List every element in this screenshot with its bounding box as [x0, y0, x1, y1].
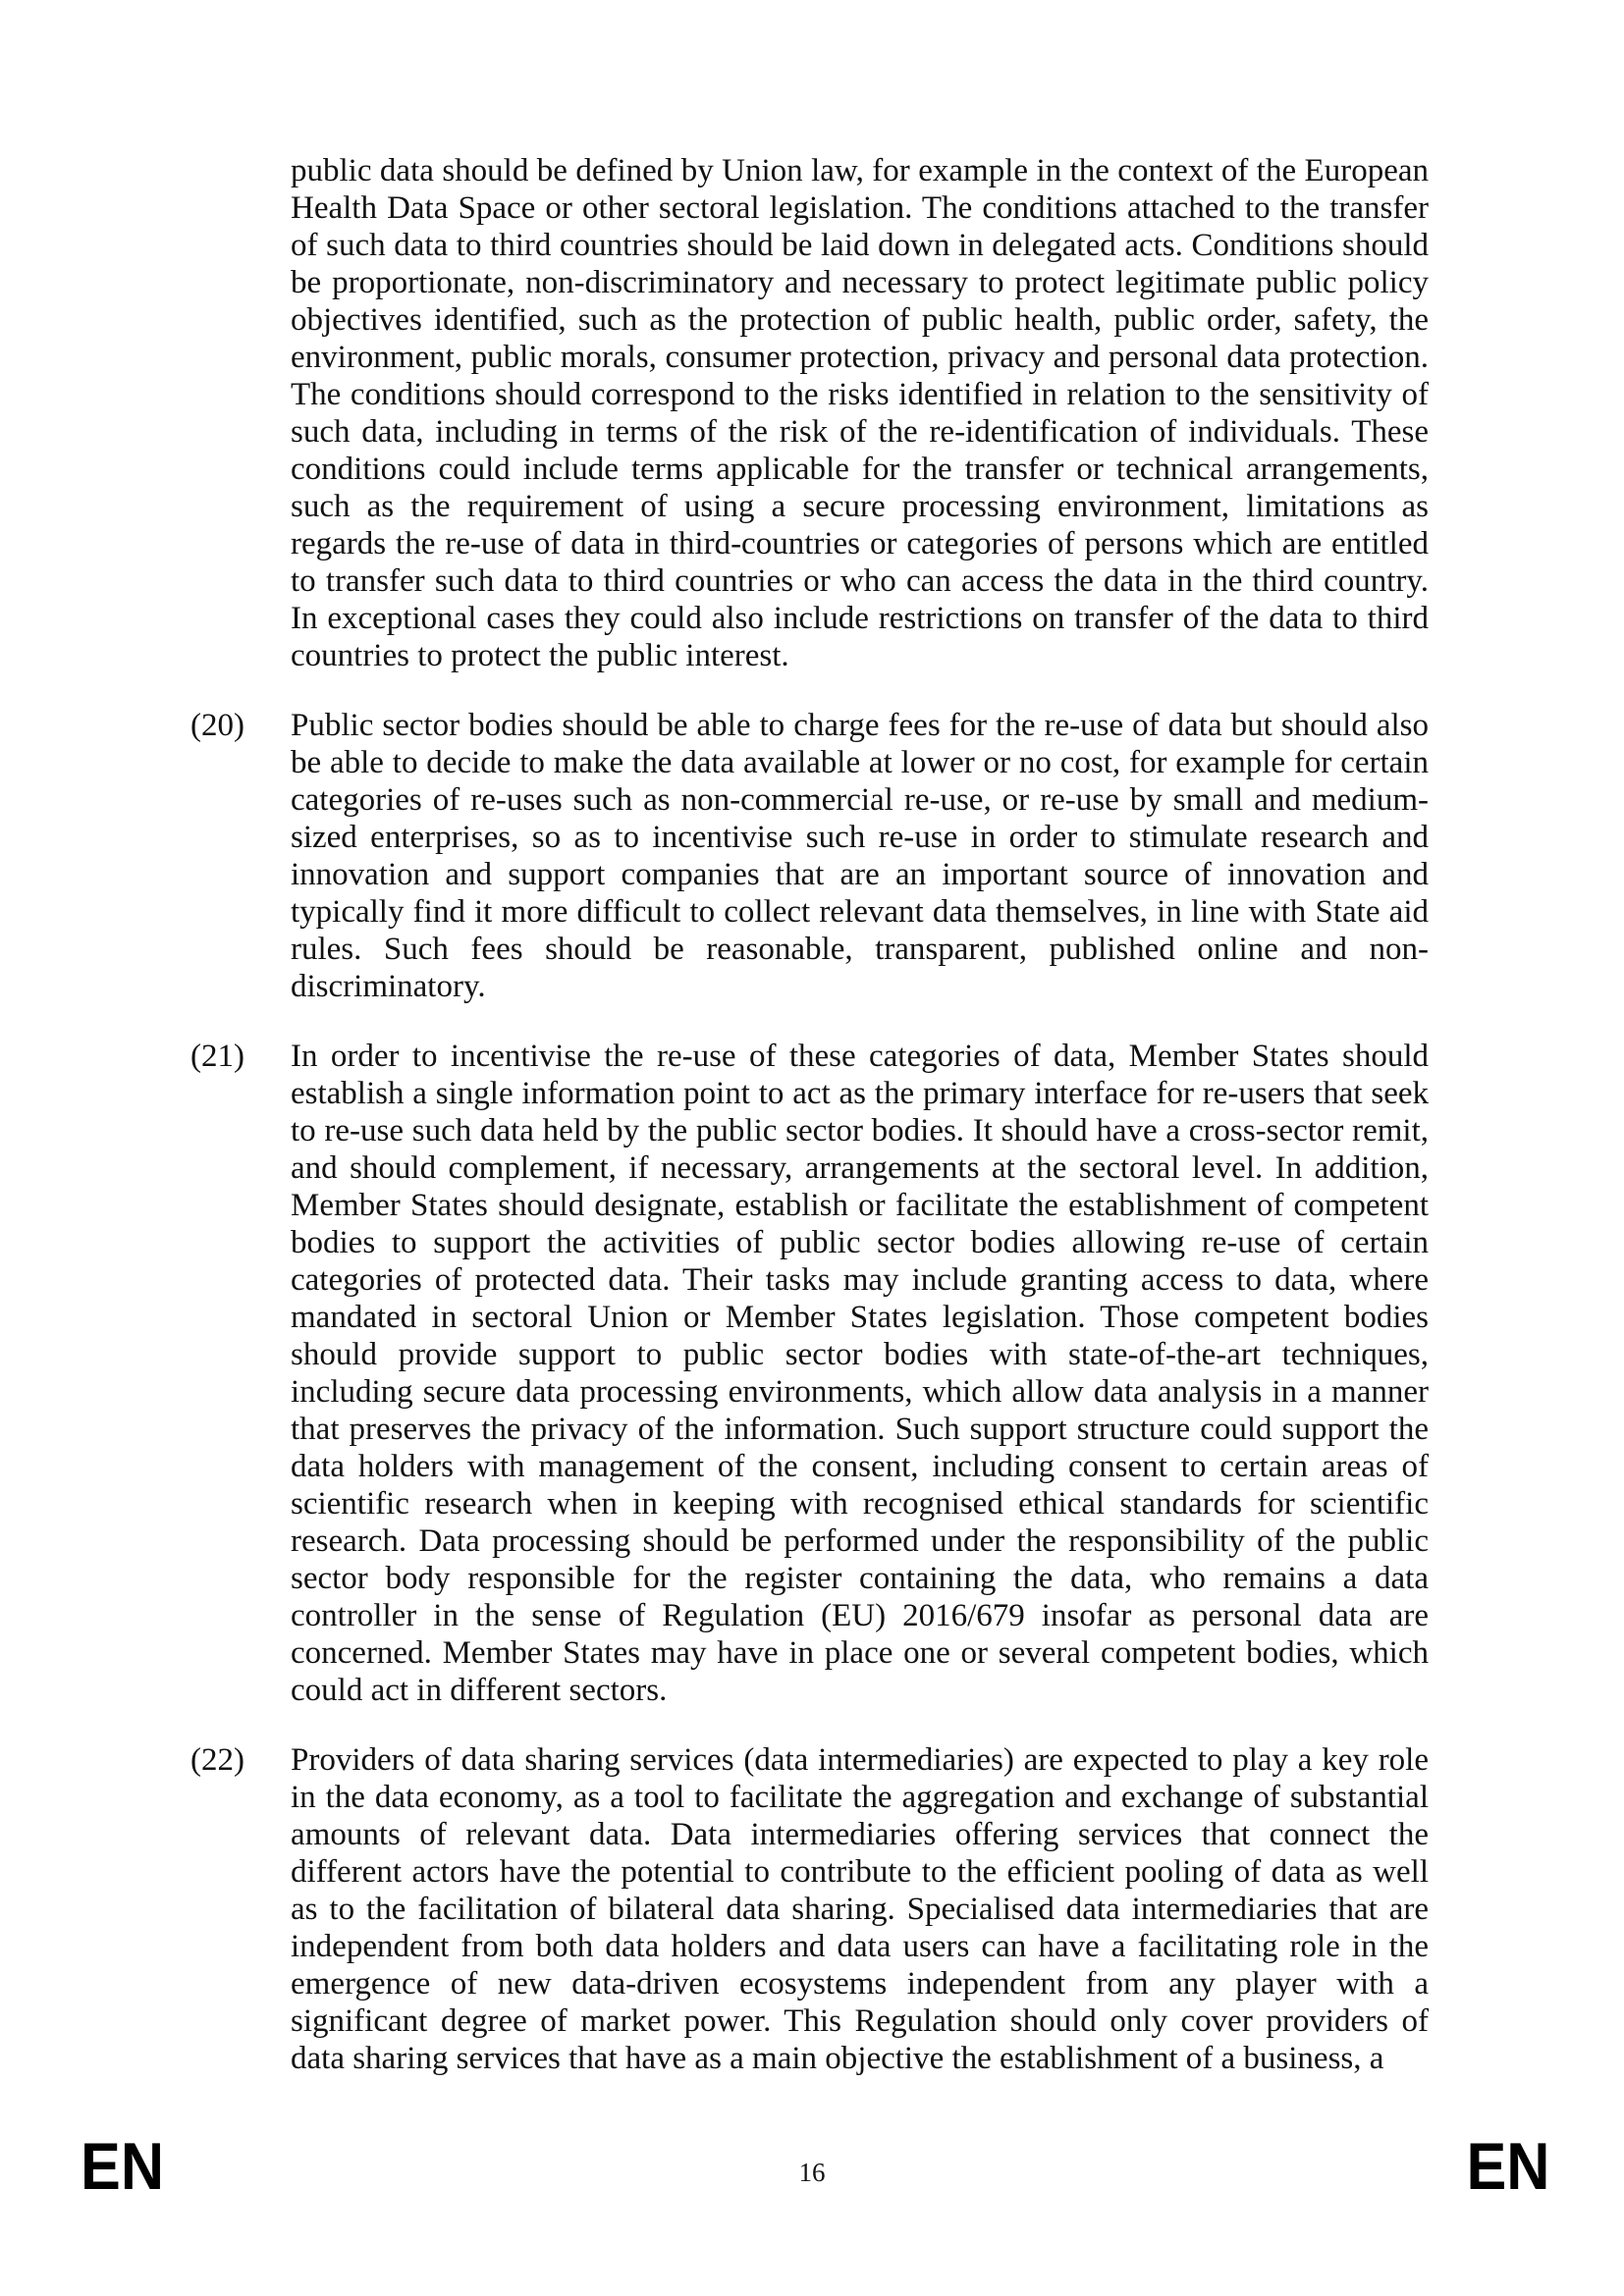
language-code-right: EN: [1465, 2129, 1549, 2204]
recital-text: Providers of data sharing services (data intermediaries) are expected to play a key role in the data economy, as a tool to facilitate the aggregation and exchange of substantial amounts of relevant data. Data intermediaries offering services that connect the different actors have the potential to contribute to the efficient pooling of data as well as to the facilitation of bilateral data sharing. Specialised data intermediaries that are independent from both data holders and data users can have a facilitating role in the emergence of new data-driven ecosystems independent from any player with a significant degree of market power. This Regulation should only cover providers of data sharing services that have as a main objective the establishment of a business, a: [291, 1742, 1429, 2076]
recital-number: (21): [190, 1039, 244, 1074]
recital-number: (22): [190, 1742, 244, 1778]
page-number: 16: [798, 2158, 826, 2187]
recital-paragraph: [190, 1038, 1429, 1709]
recital-text: public data should be defined by Union law, for example in the context of the European Health Data Space or other sectoral legislation. The conditions attached to the transfer of such data to third countries should be laid down in delegated acts. Conditions should be proportionate, non-discriminatory and necessary to protect legitimate public policy objectives identified, such as the protection of public health, public order, safety, the environment, public morals, consumer protection, privacy and personal data protection. The conditions should correspond to the risks identified in relation to the sensitivity of such data, including in terms of the risk of the re-identification of individuals. These conditions could include terms applicable for the transfer or technical arrangements, such as the requirement of using a secure processing environment, limitations as regards the re-use of data in third-countries or categories of persons which are entitled to transfer such data to third countries or who can access the data in the third country. In exceptional cases they could also include restrictions on transfer of the data to third countries to protect the public interest.: [291, 153, 1429, 673]
document-body: [190, 152, 1429, 2109]
recital-text: Public sector bodies should be able to charge fees for the re-use of data but should also be able to decide to make the data available at lower or no cost, for example for certain categories of re-uses such as non-commercial re-use, or re-use by small and medium-sized enterprises, so as to incentivise such re-use in order to stimulate research and innovation and support companies that are an important source of innovation and typically find it more difficult to collect relevant data themselves, in line with State aid rules. Such fees should be reasonable, transparent, published online and non-discriminatory.: [291, 708, 1429, 1004]
recital-number: (20): [190, 708, 244, 743]
recital-paragraph: [190, 707, 1429, 1005]
recital-paragraph: [190, 1741, 1429, 2077]
language-code-left: EN: [81, 2129, 165, 2204]
recital-text: In order to incentivise the re-use of these categories of data, Member States should establish a single information point to act as the primary interface for re-users that seek to re-use such data held by the public sector bodies. It should have a cross-sector remit, and should complement, if necessary, arrangements at the sectoral level. In addition, Member States should designate, establish or facilitate the establishment of competent bodies to support the activities of public sector bodies allowing re-use of certain categories of protected data. Their tasks may include granting access to data, where mandated in sectoral Union or Member States legislation. Those competent bodies should provide support to public sector bodies with state-of-the-art techniques, including secure data processing environments, which allow data analysis in a manner that preserves the privacy of the information. Such support structure could support the data holders with management of the consent, including consent to certain areas of scientific research when in keeping with recognised ethical standards for scientific research. Data processing should be performed under the responsibility of the public sector body responsible for the register containing the data, who remains a data controller in the sense of Regulation (EU) 2016/679 insofar as personal data are concerned. Member States may have in place one or several competent bodies, which could act in different sectors.: [291, 1039, 1429, 1708]
recital-paragraph: [190, 152, 1429, 674]
